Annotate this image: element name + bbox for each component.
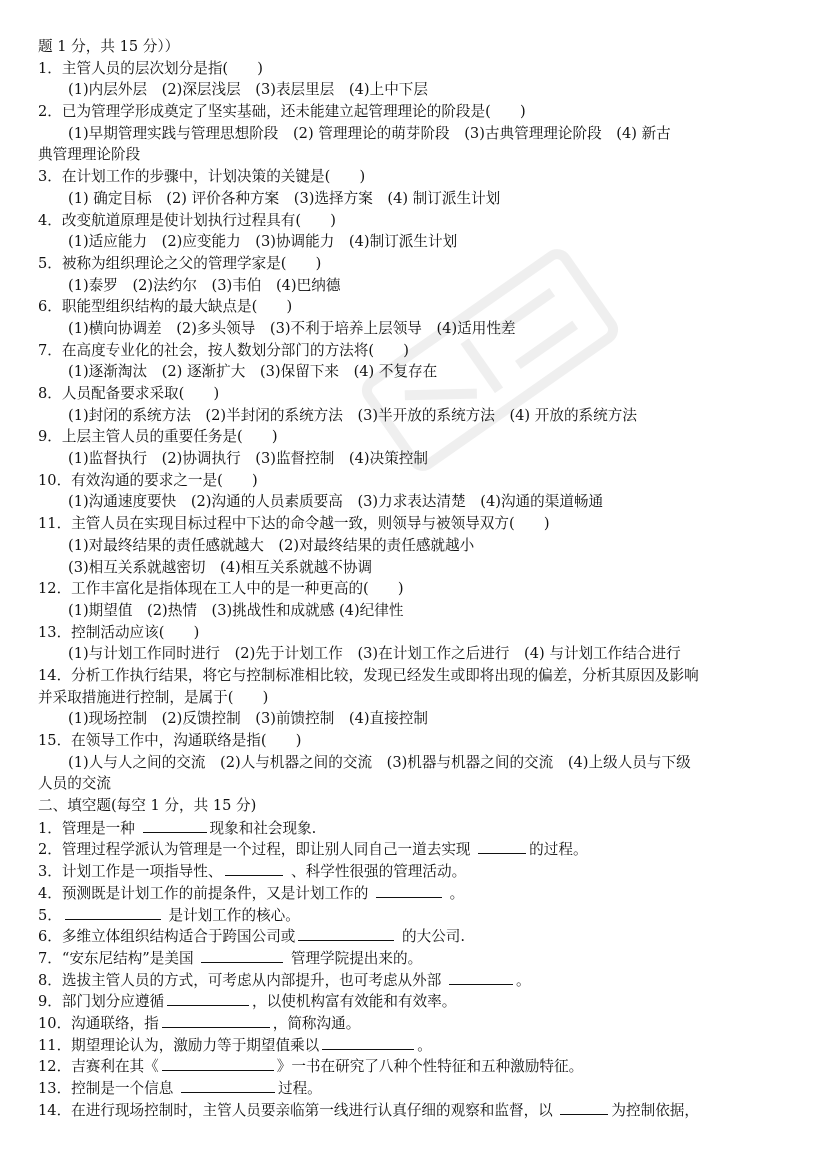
fill-question-text: 的大公司. [397,928,466,946]
fill-question-text: 2．管理过程学派认为管理是一个过程，即让别人同自己一道去实现 [38,841,476,859]
fill-question-11 [38,1034,796,1056]
question-11-options: (1)对最终结果的责任感就越大 (2)对最终结果的责任感就越小 [68,536,475,554]
fill-question-text: 为控制依据， [611,1101,699,1119]
fill-question-text: 过程。 [277,1080,322,1097]
question-6: 6．职能型组织结构的最大缺点是( ) [38,298,293,316]
answer-blank[interactable] [449,969,513,985]
fill-question-text: 的过程。 [529,841,588,859]
answer-blank[interactable] [560,1099,608,1115]
fill-question-text: ，简称沟通。 [272,1014,361,1032]
fill-question-4 [38,882,796,904]
exam-document [38,36,796,1120]
answer-blank[interactable] [322,1034,414,1050]
fill-question-text: 11．期望理论认为，激励力等于期望值乘以 [38,1036,320,1054]
fill-question-text: 、科学性很强的管理活动。 [286,863,467,881]
fill-question-text: 管理学院提出来的。 [286,949,423,967]
question-14: 14．分析工作执行结果，将它与控制标准相比较，发现已经发生或即将出现的偏差，分析其原因及影响 [38,666,699,684]
fill-question-text: 3．计划工作是一项指导性、 [38,863,223,881]
question-12: 12．工作丰富化是指体现在工人中的是一种更高的( ) [38,580,404,598]
answer-blank[interactable] [181,1077,275,1093]
fill-question-text: 4．预测既是计划工作的前提条件，又是计划工作的 [38,884,373,902]
fill-question-text: 10．沟通联络，指 [38,1014,159,1032]
fill-question-text: 5． [38,906,62,924]
fill-question-text: ，以使机构富有效能和有效率。 [252,993,457,1011]
fill-question-3 [38,860,796,882]
fill-question-6 [38,925,796,947]
fill-question-text: 是计划工作的核心。 [163,906,300,924]
answer-blank[interactable] [65,904,161,920]
fill-question-text: 7．“安东尼结构”是美国 [38,949,199,967]
fill-question-text: 6．多维立体组织结构适合于跨国公司或 [38,928,296,946]
question-12-options: (1)期望值 (2)热情 (3)挑战性和成就感 (4)纪律性 [68,601,404,619]
question-7-options: (1)逐渐淘汰 (2) 逐渐扩大 (3)保留下来 (4) 不复存在 [68,363,438,381]
answer-blank[interactable] [162,1012,270,1028]
question-5-options: (1)泰罗 (2)法约尔 (3)韦伯 (4)巴纳德 [68,276,341,294]
fill-question-text: 。 [417,1036,432,1054]
section-2-title: 二、填空题(每空 1 分，共 15 分) [38,797,257,815]
question-9: 9．上层主管人员的重要任务是( ) [38,428,278,446]
question-8-options: (1)封闭的系统方法 (2)半封闭的系统方法 (3)半开放的系统方法 (4) 开放的系统方法 [68,406,637,424]
fill-question-text: 9．部门划分应遵循 [38,993,165,1011]
fill-question-text: 8．选拔主管人员的方式，可考虑从内部提升，也可考虑从外部 [38,971,446,989]
answer-blank[interactable] [162,1055,274,1071]
fill-question-text: 。 [445,884,465,902]
question-14-options: (1)现场控制 (2)反馈控制 (3)前馈控制 (4)直接控制 [68,710,428,728]
answer-blank[interactable] [298,925,394,941]
fill-question-2 [38,838,796,860]
question-1-options: (1)内层外层 (2)深层浅层 (3)表层里层 (4)上中下层 [68,81,428,99]
question-15: 15．在领导工作中，沟通联络是指( ) [38,732,302,749]
answer-blank[interactable] [143,817,207,833]
question-2-options: (1)早期管理实践与管理思想阶段 (2) 管理理论的萌芽阶段 (3)古典管理理论阶段 (4) 新古 [68,124,671,142]
question-4-options: (1)适应能力 (2)应变能力 (3)协调能力 (4)制订派生计划 [68,233,458,251]
question-15-options-continued: 人员的交流 [38,775,111,793]
fill-question-1 [38,817,796,839]
question-8: 8．人员配备要求采取( ) [38,385,220,402]
fill-question-7 [38,947,796,969]
question-7: 7．在高度专业化的社会，按人数划分部门的方法将( ) [38,341,409,359]
fill-question-14 [38,1099,796,1121]
answer-blank[interactable] [167,990,249,1006]
question-1: 1．主管人员的层次划分是指( ) [38,59,263,77]
answer-blank[interactable] [225,860,283,876]
fill-question-text: 14．在进行现场控制时，主管人员要亲临第一线进行认真仔细的观察和监督，以 [38,1101,558,1119]
header-tail: 题 1 分，共 15 分）） [38,38,180,55]
fill-question-text: 12．吉赛利在其《 [38,1058,159,1076]
question-4: 4．改变航道原理是使计划执行过程具有( ) [38,211,336,229]
fill-question-10 [38,1012,796,1034]
question-2-options-continued: 典管理理论阶段 [38,146,141,164]
question-13-options: (1)与计划工作同时进行 (2)先于计划工作 (3)在计划工作之后进行 (4) 与计划工作结合进行 [68,645,681,663]
question-10-options: (1)沟通速度要快 (2)沟通的人员素质要高 (3)力求表达清楚 (4)沟通的渠道畅通 [68,493,604,511]
question-11-options: (3)相互关系就越密切 (4)相互关系就越不协调 [68,558,373,576]
fill-question-9 [38,990,796,1012]
question-13: 13．控制活动应该( ) [38,623,200,641]
question-15-options: (1)人与人之间的交流 (2)人与机器之间的交流 (3)机器与机器之间的交流 (4)上级人员与下级 [68,753,691,771]
fill-question-text: 13．控制是一个信息 [38,1080,178,1097]
fill-question-12 [38,1055,796,1077]
question-3: 3．在计划工作的步骤中，计划决策的关键是( ) [38,168,366,186]
question-11: 11．主管人员在实现目标过程中下达的命令越一致，则领导与被领导双方( ) [38,515,550,533]
question-2: 2．已为管理学形成奠定了坚实基础，还未能建立起管理理论的阶段是( ) [38,103,526,121]
fill-question-text: 。 [515,971,531,989]
fill-question-13 [38,1077,796,1099]
question-5: 5．被称为组织理论之父的管理学家是( ) [38,254,322,272]
fill-question-text: 》一书在研究了八种个性特征和五种激励特征。 [276,1058,584,1076]
question-10: 10．有效沟通的要求之一是( ) [38,471,258,489]
fill-question-8 [38,969,796,991]
question-14-continued: 并采取措施进行控制，是属于( ) [38,688,269,706]
answer-blank[interactable] [201,947,283,963]
question-9-options: (1)监督执行 (2)协调执行 (3)监督控制 (4)决策控制 [68,450,428,468]
answer-blank[interactable] [478,838,526,854]
question-3-options: (1) 确定目标 (2) 评价各种方案 (3)选择方案 (4) 制订派生计划 [68,189,501,207]
question-6-options: (1)横向协调差 (2)多头领导 (3)不利于培养上层领导 (4)适用性差 [68,319,516,337]
fill-question-text: 现象和社会现象. [209,819,317,837]
answer-blank[interactable] [376,882,442,898]
fill-question-text: 1．管理是一种 [38,819,140,837]
fill-question-5 [38,904,796,926]
